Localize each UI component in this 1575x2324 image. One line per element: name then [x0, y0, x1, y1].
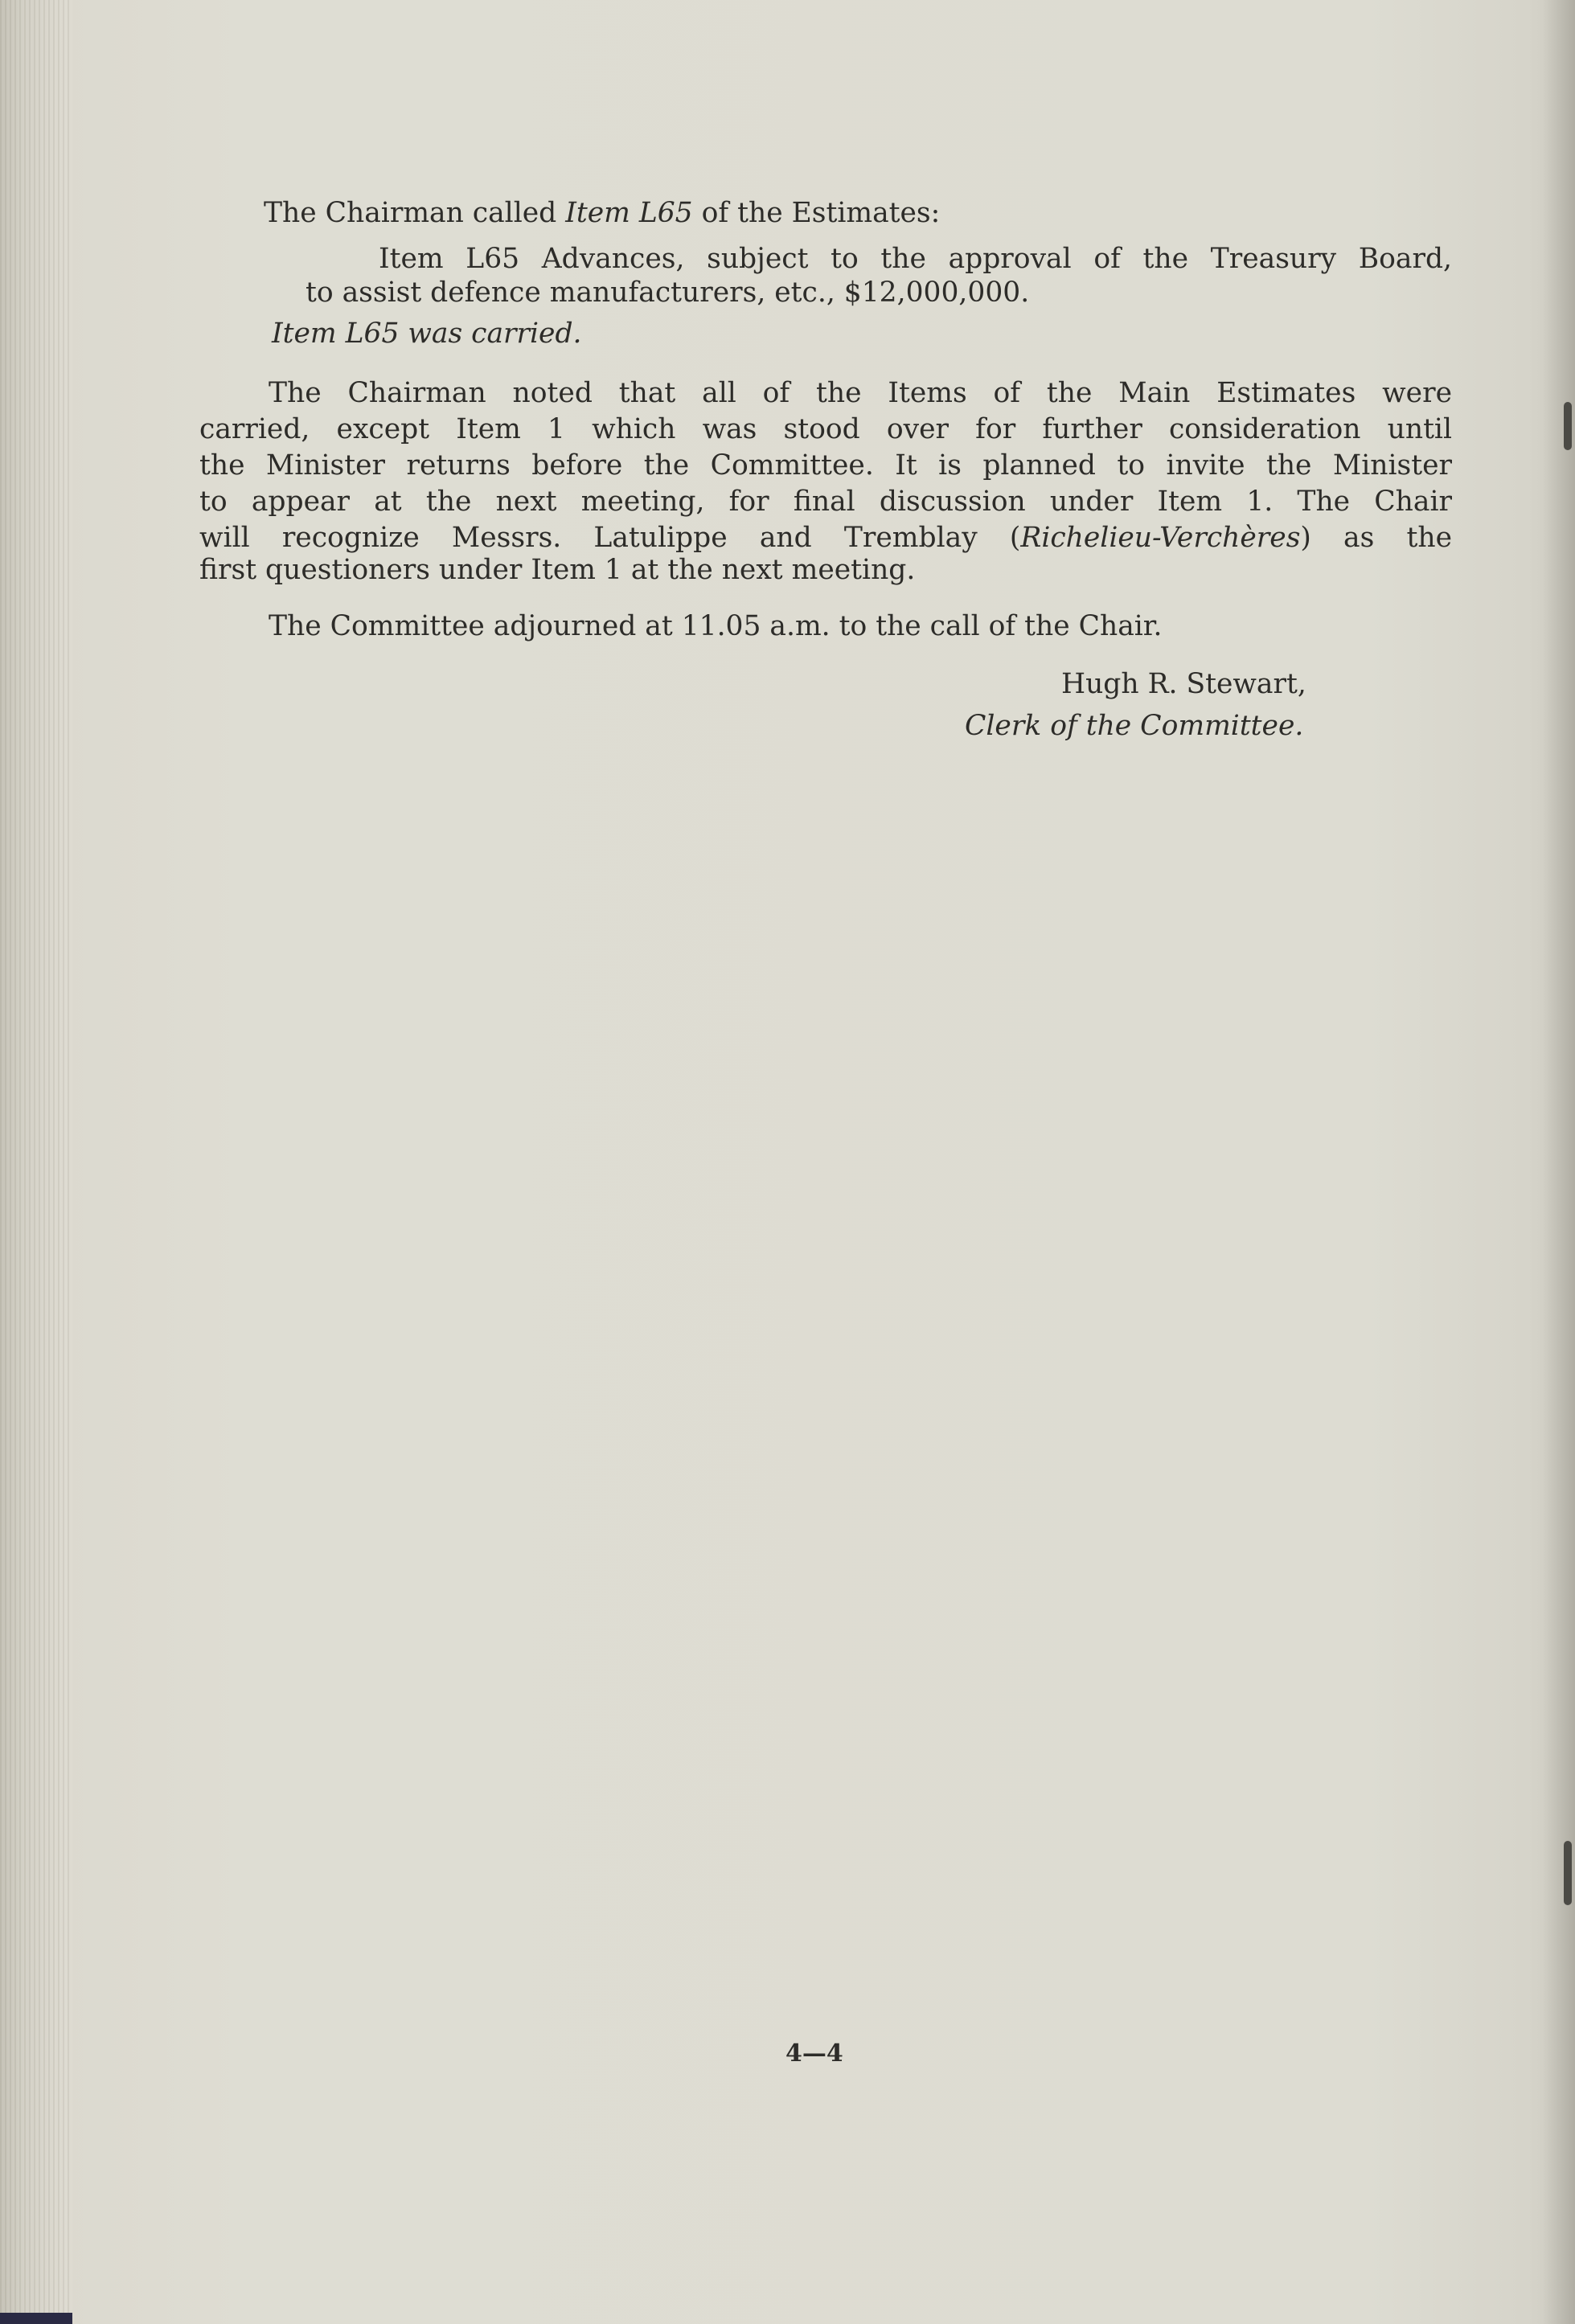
binding-mark-lower	[1564, 1841, 1572, 1905]
signature-title: Clerk of the Committee.	[965, 710, 1304, 742]
lead-prefix: The Chairman called	[264, 197, 566, 229]
binding-mark-upper	[1564, 402, 1572, 450]
page-edge-bottom-left	[0, 2313, 72, 2324]
lead-suffix: of the Estimates:	[692, 197, 941, 229]
item-carried-note: Item L65 was carried.	[272, 318, 582, 350]
item-text-line-1: Item L65 Advances, subject to the approval of the Treasury Board,	[379, 243, 1452, 275]
item-text-line-2: to assist defence manufacturers, etc., $12,000,000.	[306, 277, 1030, 309]
paragraph-line-5: will recognize Messrs. Latulippe and Tremblay (Richelieu-Verchères) as the	[199, 522, 1452, 554]
paragraph-line-4: to appear at the next meeting, for final discussion under Item 1. The Chair	[199, 486, 1452, 518]
adjournment-line: The Committee adjourned at 11.05 a.m. to the call of the Chair.	[269, 610, 1163, 642]
page-edge-left	[0, 0, 72, 2324]
paragraph-line-1: The Chairman noted that all of the Items of the Main Estimates were	[269, 377, 1452, 409]
paragraph-line-6: first questioners under Item 1 at the next meeting.	[199, 554, 916, 586]
lead-line	[264, 195, 940, 232]
lead-item-ref: Item L65	[565, 197, 693, 229]
main-paragraph	[199, 375, 1452, 556]
page-edge-right	[1543, 0, 1575, 2324]
riding-name: Richelieu-Verchères	[1020, 522, 1301, 554]
signature-name: Hugh R. Stewart,	[1061, 668, 1306, 700]
paragraph-line-2: carried, except Item 1 which was stood over for further consideration until	[199, 413, 1452, 445]
page-number: 4—4	[785, 2039, 843, 2068]
paragraph-line-3: the Minister returns before the Committee. It is planned to invite the Minister	[199, 449, 1452, 482]
